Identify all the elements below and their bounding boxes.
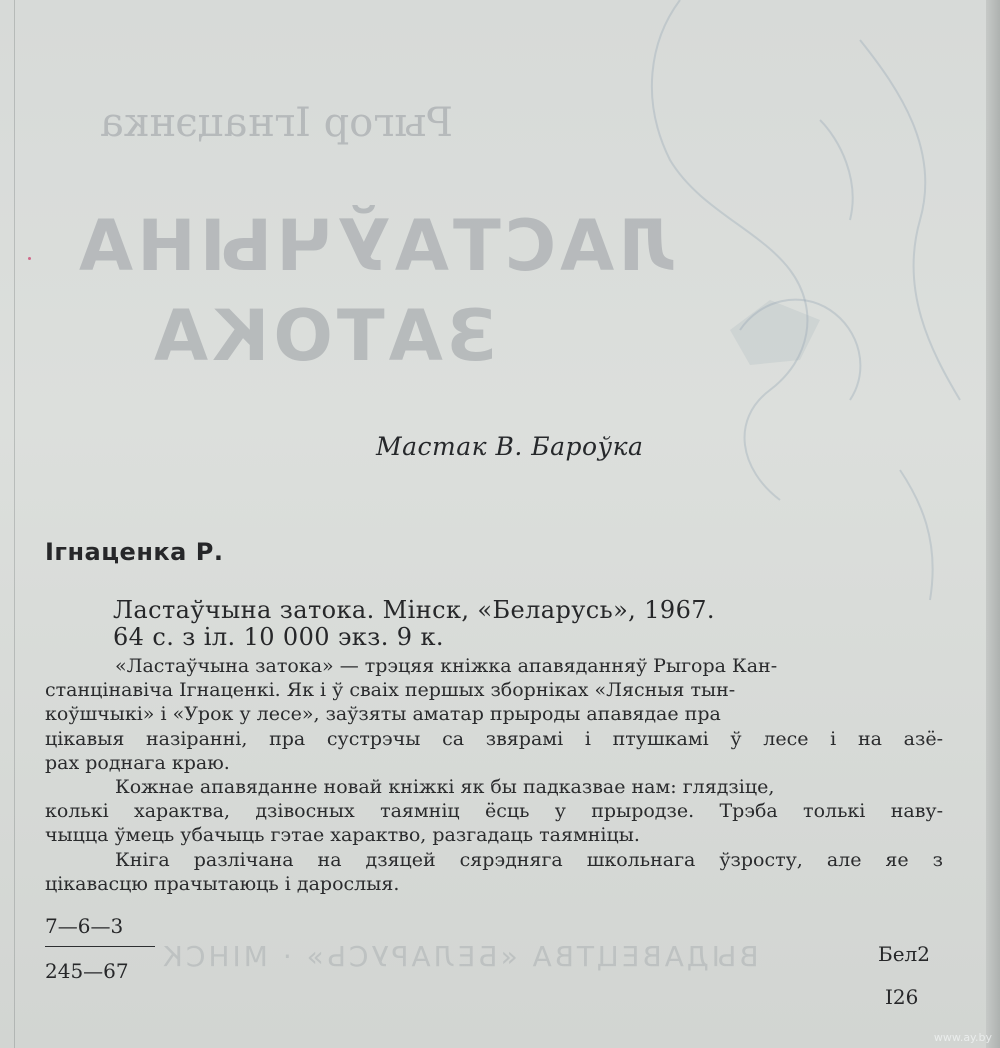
classification-index-top: Бел2 [878, 942, 930, 966]
annotation [45, 654, 943, 896]
bleed-through-title-line1: ЛАСТАЎЧЫНА [75, 205, 677, 287]
annotation-line: Кніга разлічана на дзяцей сярэдняга школьнага ўзросту, але яе з [115, 848, 943, 871]
bleed-through-illustration [560, 0, 1000, 620]
bibliographic-line-1: Ластаўчына затока. Мінск, «Беларусь», 1967. [113, 596, 715, 624]
annotation-line: рах роднага краю. [45, 751, 230, 774]
page-fold-line [14, 0, 15, 1048]
catalog-code-bottom: 245—67 [45, 959, 129, 983]
author-heading: Ігнаценка Р. [45, 538, 224, 566]
bleed-through-title-line2: ЗАТОКА [150, 295, 497, 377]
catalog-code-top: 7—6—3 [45, 914, 124, 938]
annotation-line: цікавасцю прачытаюць і дарослыя. [45, 872, 400, 895]
annotation-line: «Ластаўчына затока» — трэцяя кніжка апавяданняў Рыгора Кан- [115, 655, 778, 677]
annotation-line: станцінавіча Ігнаценкі. Як і ў сваіх першых зборніках «Лясныя тын- [45, 679, 736, 702]
bleed-through-publisher: ВЫДАВЕЦТВА «БЕЛАРУСЬ» · МІНСК [160, 940, 759, 973]
ink-speck [28, 257, 31, 260]
annotation-line: цікавыя назіранні, пра сустрэчы са звярамі і птушкамі ў лесе і на азё- [45, 727, 943, 750]
annotation-line: коўшчыкі» і «Урок у лесе», заўзяты аматар прыроды апавядае пра [45, 703, 721, 726]
bibliographic-line-2: 64 с. з іл. 10 000 экз. 9 к. [113, 623, 444, 651]
annotation-line: колькі характва, дзівосных таямніц ёсць у прыродзе. Трэба толькі наву- [45, 800, 943, 823]
site-watermark: www.ay.by [933, 1031, 992, 1044]
catalog-code-divider [45, 946, 155, 947]
bleed-through-author: Рыгор Ігнацэнка [100, 100, 454, 146]
annotation-line: чыцца ўмець убачыць гэтае характво, разгадаць таямніцы. [45, 824, 640, 847]
classification-index-bottom: І26 [885, 985, 919, 1009]
artist-credit: Мастак В. Бароўка [376, 432, 644, 461]
annotation-line: Кожнае апавяданне новай кніжкі як бы падказвае нам: глядзіце, [115, 776, 775, 799]
